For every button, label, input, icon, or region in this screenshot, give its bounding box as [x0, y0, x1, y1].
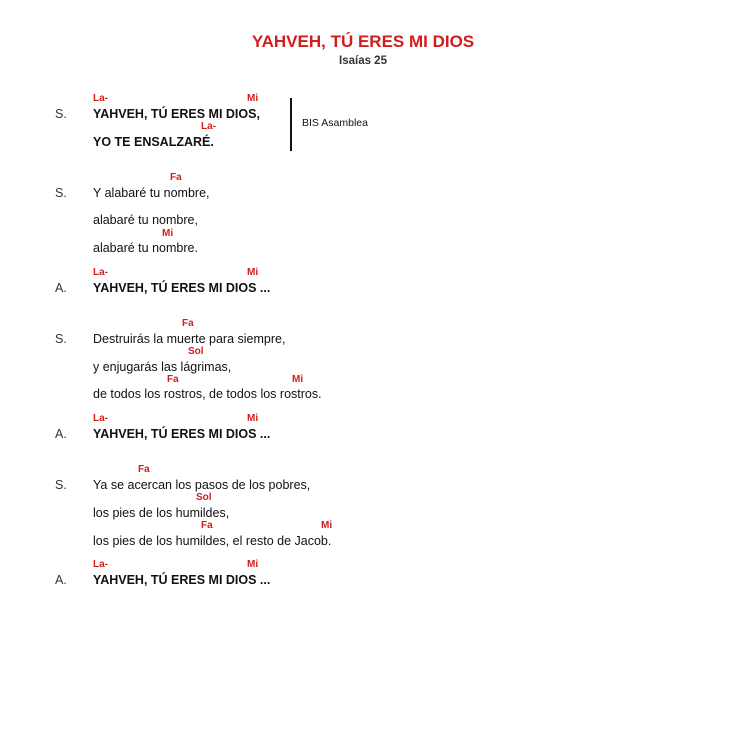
role-assembly: A.: [55, 573, 67, 587]
role-soloist: S.: [55, 332, 67, 346]
lyric-line: alabaré tu nombre,: [93, 213, 198, 227]
lyric-line: de todos los rostros, de todos los rostros.: [93, 387, 322, 401]
song-subtitle: Isaías 25: [339, 55, 387, 67]
chord-sol: Sol: [196, 492, 212, 503]
lyric-line: Destruirás la muerte para siempre,: [93, 332, 286, 346]
role-soloist: S.: [55, 107, 67, 121]
chord-fa: Fa: [182, 318, 194, 329]
chord-la: La-: [93, 93, 108, 104]
chord-mi: Mi: [247, 559, 259, 570]
role-soloist: S.: [55, 186, 67, 200]
chord-mi: Mi: [321, 520, 333, 531]
chord-mi: Mi: [247, 93, 259, 104]
chord-sol: Sol: [188, 346, 204, 357]
chord-fa: Fa: [167, 374, 179, 385]
refrain-line: YAHVEH, TÚ ERES MI DIOS ...: [93, 573, 271, 587]
chord-la: La-: [93, 559, 108, 570]
role-soloist: S.: [55, 478, 67, 492]
chord-la: La-: [201, 121, 216, 132]
lyric-line: Y alabaré tu nombre,: [93, 186, 210, 200]
lyric-line: los pies de los humildes,: [93, 506, 230, 520]
bis-bracket: [290, 98, 292, 151]
chord-mi: Mi: [162, 228, 174, 239]
lyric-line: los pies de los humildes, el resto de Jacob.: [93, 534, 332, 548]
refrain-line: YAHVEH, TÚ ERES MI DIOS ...: [93, 427, 271, 441]
role-assembly: A.: [55, 281, 67, 295]
chord-la: La-: [93, 267, 108, 278]
chord-fa: Fa: [138, 464, 150, 475]
role-assembly: A.: [55, 427, 67, 441]
lyric-line: Ya se acercan los pasos de los pobres,: [93, 478, 311, 492]
lyric-line: YO TE ENSALZARÉ.: [93, 135, 214, 149]
bis-note: BIS Asamblea: [302, 117, 368, 129]
lyric-line: y enjugarás las lágrimas,: [93, 360, 232, 374]
chord-mi: Mi: [247, 267, 259, 278]
song-title: YAHVEH, TÚ ERES MI DIOS: [251, 32, 475, 51]
refrain-line: YAHVEH, TÚ ERES MI DIOS ...: [93, 281, 271, 295]
chord-la: La-: [93, 413, 108, 424]
lyric-line: YAHVEH, TÚ ERES MI DIOS,: [93, 107, 260, 121]
chord-fa: Fa: [170, 172, 182, 183]
chord-mi: Mi: [247, 413, 259, 424]
chord-fa: Fa: [201, 520, 213, 531]
chord-mi: Mi: [292, 374, 304, 385]
lyric-line: alabaré tu nombre.: [93, 241, 198, 255]
